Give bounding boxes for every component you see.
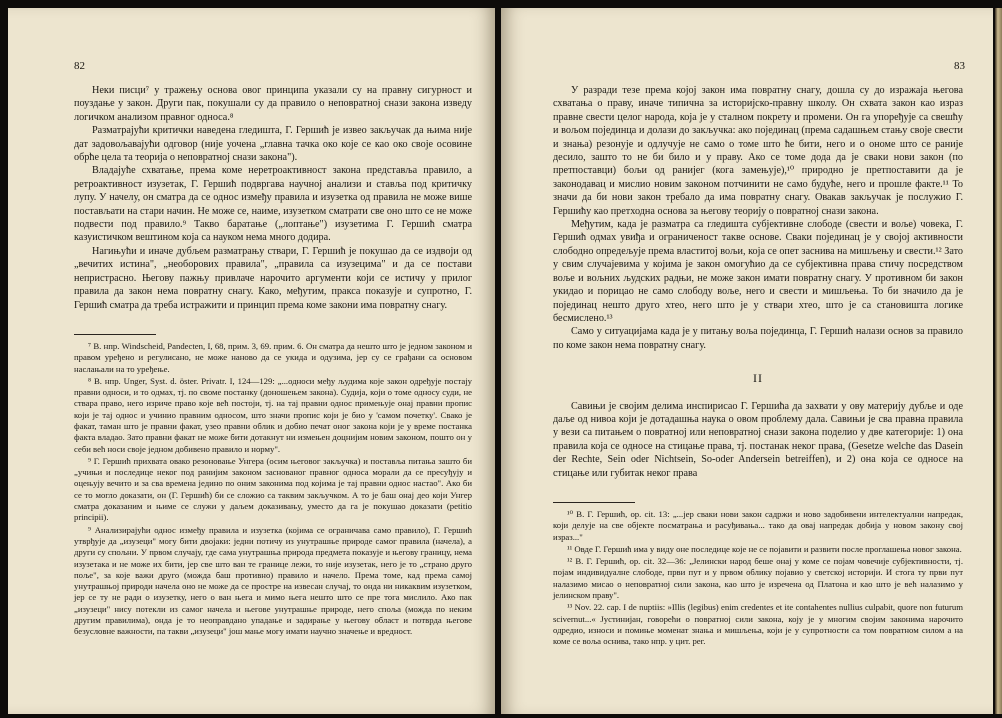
paragraph: Савињи је својим делима инспирисао Г. Гершића да захвати у ову материју дубље и оде даље од нивоа који је дотадашња наука о овом проблему дала. Савињи је сва правна правила у вези са питањем о повратној или неповратној снази закона поделио у две категорије: 1) она правила која се односе на стицање права, тј. постанак неког права, (Gesetze welche das Dasein der Rechte, Sein oder Nichtsein, So-oder Andersein betreiffen), и 2) она која се односе на стицање или губитак неког права [553, 400, 963, 479]
footnote-rule [74, 334, 156, 335]
footnote: ⁸ В. нпр. Unger, Syst. d. öster. Privatr. I, 124—129: „...односи међу људима које закон одређује постају правни односи, и то одмах, тј. по своме постанку (доношењем закона). Судија, који о томе односу суди, не ствара право, него изриче право које већ постоји, тј. на тај правни однос примењује онај правни пропис који је тај однос и учинио правним односом, што значи пропис који је био у 'самом почетку'. Свако је факат, таман што је правни факат, узео правни облик и добио печат оног закона који је у време постанка факта владао. Зато правни факат не може бити дотакнут ни измењен доцнијим новим законом, пошто он у себи већ носи своје једном добивено правило и норму". [74, 375, 472, 454]
right-page-body [553, 84, 963, 649]
footnote: ⁹ Анализирајући однос између правила и изузетка (којима се ограничава само правило), Г. Гершић утврђује да „изузеци" могу бити двојаки: једни потичу из унутрашње природе самог правила (начела), а други су спољни. У првом случају, где сама унутрашња природа предмета показује и његову границу, нема изузетака и не може их бити, јер све што ван те границе лежи, то није изузетак, него је то „страно друго поље", за које важи друго (можда баш противно) правило и начело. Према томе, кад према самој унутрашњој природи начела оно не може да се простре на извесан случај, то онда ни никаквим изузетком, јер се ту не ради о изузетку, него о ван њега и мимо њега нешто што се пре тога мислило. Ако пак „изузеци" нису потекли из самог начела и његове унутрашње природе, него споља (можда по неким другим правилима), онда је то неоправдано упадање и задирање у његову област и потврда његове безусловне важности, па такви „изузеци" још мање могу имати научно значење и вредност. [74, 524, 472, 637]
footnote: ¹³ Nov. 22. cap. I de nuptiis: »Illis (legibus) enim credentes et ite contahentes nullius culpabit, quore non futurum scivernut...« Јустинијан, говорећи о повратној сили закона, коју је у многим својим законима нарочито одредио, износи и помиње моменат знања и мишљења, који је у супротности са том повратном силом а на коме се воља оснива, тако нпр. у цит. рег. [553, 602, 963, 647]
footnote-rule [553, 502, 635, 503]
left-page [8, 8, 495, 714]
paragraph: У разради тезе према којој закон има повратну снагу, дошла су до изражаја његова схватања о праву, иначе типична за историјско-правну школу. Он схвата закон као израз правне свести целог народа, која је у сталном покрету и промени. Он га упоређује са свешћу и вољом појединца и долази до закључка: ако појединац (према садашњем стању своје свести и знања) резонује и одлучује не само о томе што ће бити, него и о ономе што се раније десило, зашто то не би било и у праву. Ако се томе дода да је сваки нови закон (по претпоставци) бољи од ранијег (кога замењује),¹⁰ природно је претпоставити да је законодавац и мислио новим законом потчинити не само будуће, него и прошле факте.¹¹ То значи да би нови закон требало да има повратну снагу. Овакав закључак је послужио Г. Гершићу као претходна основа за његову теорију о повратној снази закона. [553, 85, 963, 217]
page-number-left: 82 [74, 60, 85, 72]
left-page-body [74, 84, 472, 639]
footnote: ¹² В. Г. Гершић, op. cit. 32—36: „Јелински народ беше онај у коме се појам човечије субјективности, тј. појам индивидуалне слободе, први пут и у првом облику појавио у светској историји. И стога ту први пут налазимо мисао о неповратној сили закона, као што је изречена од Платона и као што је већ налазимо у јелинском праву". [553, 556, 963, 601]
right-page [501, 8, 993, 714]
footnote: ¹⁰ В. Г. Гершић, op. cit. 13: „...јер сваки нови закон садржи и ново задобивени интелектуални напредак, који делује на све објекте посматрања и расуђивања... тако да овај напредак добија у новом закону свој израз..." [553, 508, 963, 542]
paragraph: Само у ситуацијама када је у питању воља појединца, Г. Гершић налази основ за правило по коме закон нема повратну снагу. [553, 326, 963, 351]
paragraph: Разматрајући критички наведена гледишта, Г. Гершић је извео закључак да њима није дат задовољавајући одговор (није уочена „главна тачка око које се као око своје осовине обрће цела та теорија о неповратној снази закона"). [74, 125, 472, 164]
footnote: ⁷ В. нпр. Windscheid, Pandecten, I, 68, прим. 3, 69. прим. 6. Он сматра да нешто што је једном законом и правом уређено и регулисано, не може наново да се укида и одузима, јер су се грађани са основом наслањали на то уређење. [74, 340, 472, 374]
footnote: ¹¹ Овде Г. Гершић има у виду оне последице које не се појавити и развити после проглашења новог закона. [567, 543, 962, 554]
paragraph: Неки писци⁷ у тражењу основа овог принципа указали су на правну сигурност и поуздање у закон. Други пак, покушали су да правило о неповратној снази закона изведу логичком анализом правног односа.⁸ [74, 85, 472, 123]
footnotes [74, 341, 472, 638]
page-number-right: 83 [954, 60, 965, 72]
footnote: ⁹ Г. Гершић прихвата овако резоновање Унгера (осим његовог закључка) и поставља питања зашто би „учињи и последице неког под ранијим законом заснованог правног односа морали да се пресуђују и оцењују вечито и за сва времена једино по оним законима под којима је тај правни однос настао". Ако би се то могло доказати, он (Г. Гершић) би се сложио са таквим закључком. А то је баш онај део који Унгер сматра доказаним и њиме се служи у даљем доказивању, уместо да га је покушао доказати (petitio principii). [74, 455, 472, 523]
section-heading: II [753, 371, 763, 386]
footnotes [553, 509, 963, 648]
page-edge [995, 8, 1002, 714]
paragraph: Међутим, када је разматра са гледишта субјективне слободе (свести и воље) човека, Г. Гершић одмах увиђа и ограниченост такве основе. Сваки појединац је у својој активности слободно опредељује према властитој вољи, која се опет заснива на мишљењу и свести.¹² Зато у свим случајевима у којима је закон омогућио да се субјективна права стичу посредством воље и вољних људских радњи, не може закон имати повратну снагу. У противном би закон укидао и порицао не само слободу воље, него и свести и мишљења. То би значило да је појединац нешто друго хтео, него што је у ствари хтео, што је са становишта логике бесмислено.¹³ [553, 219, 963, 324]
paragraph: Владајуће схватање, према коме неретроактивност закона представља правило, а ретроактивност изузетак, Г. Гершић подвргава научној анализи и ставља под критичку лупу. У начелу, он сматра да се однос између правила и изузетка од правила не може више постављати на стари начин. Не може се, наиме, изузетком сматрати све оно што се не може подвести под правило.⁹ Такво баратање („лоптање") изузетима Г. Гершић сматра казуистичком вештином која са науком нема много додира. [74, 165, 472, 244]
paragraph: Нагињући и иначе дубљем разматрању ствари, Г. Гершић је покушао да се издвоји од „вечитих истина", „необорових правила", „правила са изузецима" и да се постави непристрасно. Његову пажњу привлаче нарочито аргументи који се истичу у прилог правила да закон нема повратну снагу. Како, међутим, пракса показује и супротно, Г. Гершић сматра да треба истражити и принцип према коме закони има повратну снагу. [74, 245, 472, 311]
